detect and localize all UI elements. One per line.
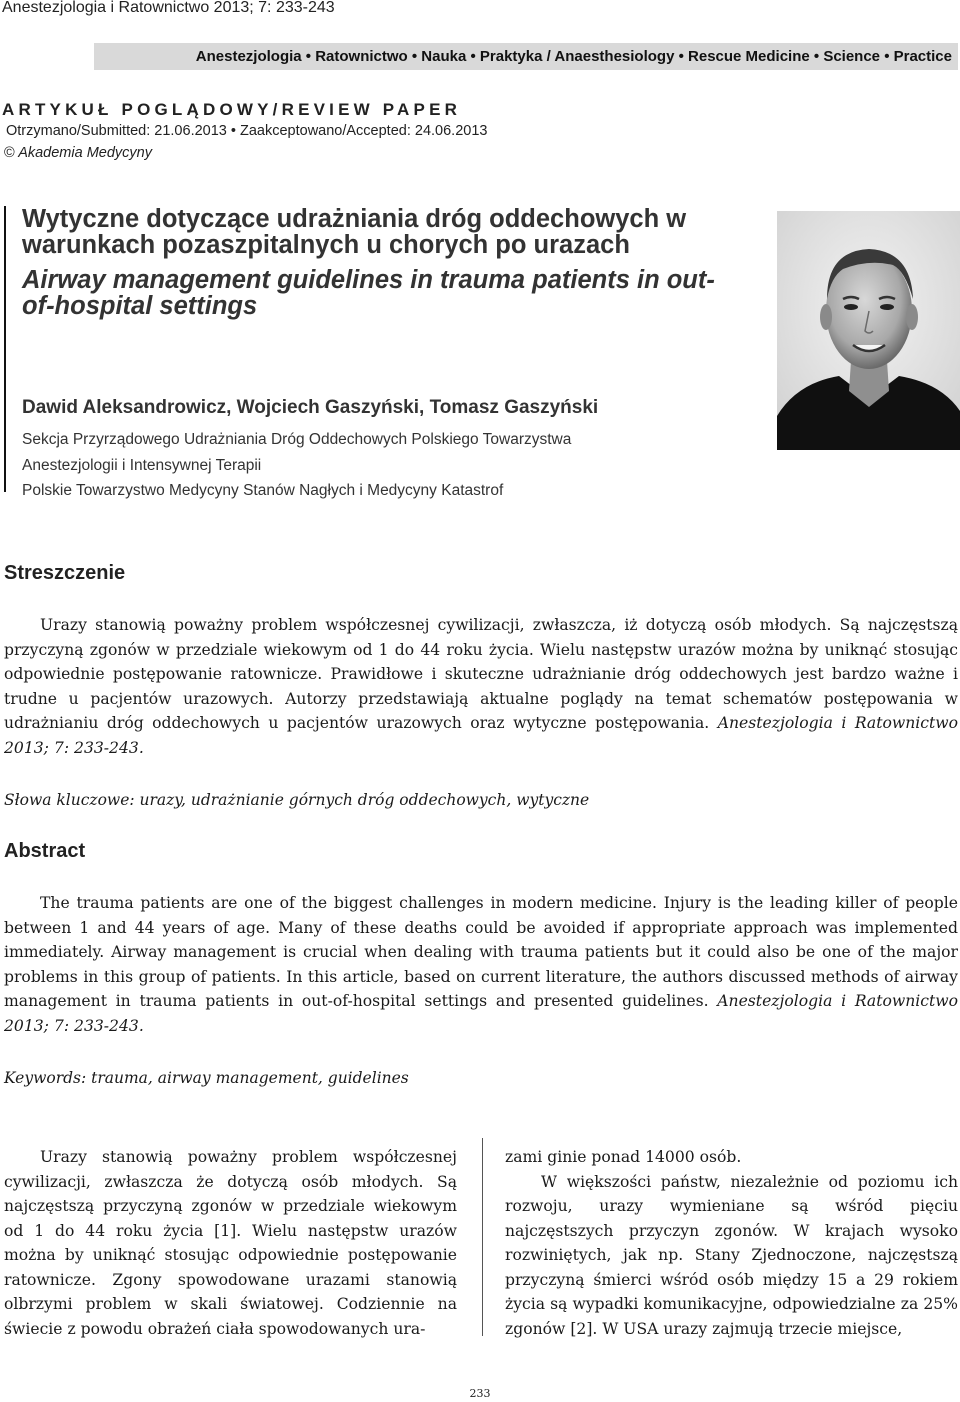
copyright-icon: © (4, 145, 15, 161)
title-english: Airway management guidelines in trauma patients in out-of-hospital settings (22, 266, 715, 320)
title-polish: Wytyczne dotyczące udrażniania dróg oddechowych w warunkach pozaszpitalnych u chorych po urazach (22, 205, 687, 259)
page-number: 233 (469, 1387, 491, 1400)
streszczenie-heading: Streszczenie (4, 562, 126, 584)
body-left-column (4, 1145, 457, 1341)
abstract-paragraph: The trauma patients are one of the biggest challenges in modern medicine. Injury is the leading killer of people between 1 and 44 years of age. Many of these deaths could be avoided if appropriate approach was implemented immediately. Airway management is crucial when dealing with trauma patients but it could also be one of the major problems in this group of patients. In this article, based on current literature, the authors discussed methods of airway management in trauma patients in out-of-hospital settings and presented guidelines. (4, 894, 958, 1010)
abstract-citation: Anestezjologia i Ratownictwo 2013; 7: 233-243. (4, 992, 958, 1035)
title-block (4, 205, 724, 499)
affiliation-line-3: Polskie Towarzystwo Medycyny Stanów Nagłych i Medycyny Katastrof (22, 482, 504, 499)
body-right-column (505, 1145, 958, 1341)
copyright-line (4, 145, 152, 161)
topic-band (94, 43, 958, 70)
abstract-text (4, 891, 958, 1038)
body-right-paragraph: W większości państw, niezależnie od poziomu ich rozwoju, urazy wymieniane są wśród pięciu najczęstszych przyczyn zgonów. W krajach wysoko rozwiniętych, jak np. Stany Zjednoczone, najczęstszą przyczyną śmierci wśród osób między 15 a 29 rokiem życia są wypadki komunikacyjne, odpowiedzialne za 25% zgonów [2]. W USA urazy zajmują trzecie miejsce, (505, 1172, 958, 1338)
body-right-continuation: zami ginie ponad 14000 osób. (505, 1148, 742, 1166)
body-left-paragraph: Urazy stanowią poważny problem współczesnej cywilizacji, zwłaszcza że dotyczą osób młodych. Są najczęstszą przyczyną zgonów w przedziale wiekowym od 1 do 44 roku życia [1]. Wielu następstw urazów można by uniknąć stosując odpowiednie postępowanie ratownicze. Zgony spowodowane urazami stanowią olbrzymi problem w skali światowej. Codziennie na świecie z powodu obrażeń ciała spowodowanych ura- (4, 1148, 457, 1338)
authors: Dawid Aleksandrowicz, Wojciech Gaszyński, Tomasz Gaszyński (22, 397, 599, 418)
article-type-label: ARTYKUŁ POGLĄDOWY/REVIEW PAPER (2, 100, 462, 119)
abstract-heading: Abstract (4, 840, 86, 862)
affiliation-line-1: Sekcja Przyrządowego Udrażniania Dróg Oddechowych Polskiego Towarzystwa (22, 431, 572, 448)
abstract-body (4, 891, 958, 1038)
streszczenie-citation: Anestezjologia i Ratownictwo 2013; 7: 233-243. (4, 714, 958, 757)
streszczenie-text (4, 613, 958, 760)
journal-citation-header: Anestezjologia i Ratownictwo 2013; 7: 233-243 (2, 0, 335, 16)
topic-band-text: Anestezjologia • Ratownictwo • Nauka • Praktyka / Anaesthesiology • Rescue Medicine • Science • Practice (195, 48, 952, 65)
streszczenie-paragraph: Urazy stanowią poważny problem współczesnej cywilizacji, zwłaszcza, iż dotyczą osób młodych. Są najczęstszą przyczyną zgonów w przedziale wiekowym od 1 do 44 roku życia. Wielu następstw urazów można by uniknąć stosując odpowiednie postępowanie ratownicze. Prawidłowe i skuteczne udrażnianie dróg oddechowych jest bardzo ważne i trudne u pacjentów urazowych. Autorzy przedstawiają aktualne poglądy na temat schematów postępowania w udrażnianiu dróg oddechowych u pacjentów urazowych oraz wytyczne postępowania. (4, 616, 958, 732)
submission-dates: Otrzymano/Submitted: 21.06.2013 • Zaakceptowano/Accepted: 24.06.2013 (6, 123, 488, 139)
streszczenie-body (4, 613, 958, 760)
author-photo (777, 211, 960, 450)
affiliation-line-2: Anestezjologii i Intensywnej Terapii (22, 457, 262, 474)
streszczenie-keywords: Słowa kluczowe: urazy, udrażnianie górnych dróg oddechowych, wytyczne (4, 791, 590, 809)
column-divider (482, 1138, 483, 1336)
copyright-holder: Akademia Medycyny (18, 145, 152, 161)
abstract-keywords: Keywords: trauma, airway management, guidelines (4, 1069, 409, 1087)
